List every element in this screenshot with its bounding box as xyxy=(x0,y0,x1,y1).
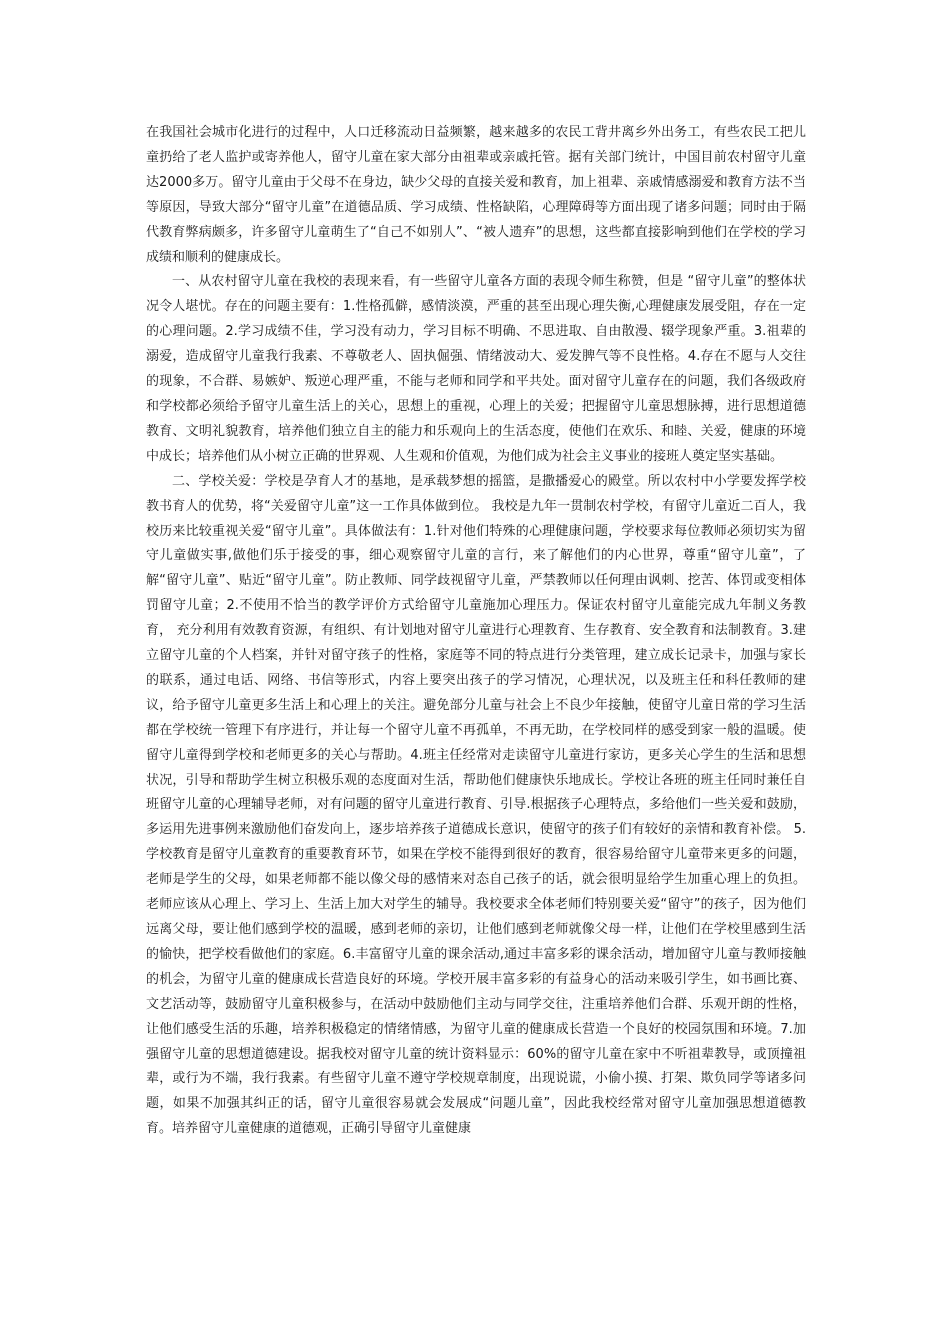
paragraph-intro: 在我国社会城市化进行的过程中，人口迁移流动日益频繁，越来越多的农民工背井离乡外出务工，有些农民工把儿童扔给了老人监护或寄养他人，留守儿童在家大部分由祖辈或亲戚托管。据有关部门统计，中国目前农村留守儿童达2000多万。留守儿童由于父母不在身边，缺少父母的直接关爱和教育，加上祖辈、亲戚情感溺爱和教育方法不当等原因，导致大部分“留守儿童”在道德品质、学习成绩、性格缺陷，心理障碍等方面出现了诸多问题；同时由于隔代教育弊病颇多，许多留守儿童萌生了“自己不如别人”、“被人遗弃”的思想，这些都直接影响到他们在学校的学习成绩和顺利的健康成长。 xyxy=(146,125,806,265)
paragraph-section-two: 二、学校关爱：学校是孕育人才的基地，是承载梦想的摇篮，是撒播爱心的殿堂。所以农村中小学要发挥学校教书育人的优势，将“关爱留守儿童”这一工作具体做到位。 我校是九年一贯制农村学校，有留守儿童近二百人，我校历来比较重视关爱“留守儿童”。具体做法有：1.针对他们特殊的心理健康问题，学校要求每位教师必须切实为留守儿童做实事,做他们乐于接受的事，细心观察留守儿童的言行，来了解他们的内心世界，尊重“留守儿童”，了解“留守儿童”、贴近“留守儿童”。防止教师、同学歧视留守儿童，严禁教师以任何理由讽刺、挖苦、体罚或变相体罚留守儿童；2.不使用不恰当的教学评价方式给留守儿童施加心理压力。保证农村留守儿童能完成九年制义务教育， 充分利用有效教育资源，有组织、有计划地对留守儿童进行心理教育、生存教育、安全教育和法制教育。3.建立留守儿童的个人档案，并针对留守孩子的性格，家庭等不同的特点进行分类管理，建立成长记录卡，加强与家长的联系，通过电话、网络、书信等形式，内容上要突出孩子的学习情况，心理状况，以及班主任和科任教师的建议，给予留守儿童更多生活上和心理上的关注。避免部分儿童与社会上不良少年接触，使留守儿童日常的学习生活都在学校统一管理下有序进行，并让每一个留守儿童不再孤单，不再无助，在学校同样的感受到家一般的温暖。使留守儿童得到学校和老师更多的关心与帮助。4.班主任经常对走读留守儿童进行家访，更多关心学生的生活和思想状况，引导和帮助学生树立积极乐观的态度面对生活，帮助他们健康快乐地成长。学校让各班的班主任同时兼任自班留守儿童的心理辅导老师，对有问题的留守儿童进行教育、引导.根据孩子心理特点，多给他们一些关爱和鼓励，多运用先进事例来激励他们奋发向上，逐步培养孩子道德成长意识，使留守的孩子们有较好的亲情和教育补偿。 5.学校教育是留守儿童教育的重要教育环节，如果在学校不能得到很好的教育，很容易给留守儿童带来更多的问题，老师是学生的父母，如果老师都不能以像父母的感情来对态自己孩子的话，就会很明显给学生加重心理上的负担。老师应该从心理上、学习上、生活上加大对学生的辅导。我校要求全体老师们特别要关爱“留守”的孩子，因为他们远离父母，要让他们感到学校的温暖，感到老师的亲切，让他们感到老师就像父母一样，让他们在学校里感到生活的愉快，把学校看做他们的家庭。6.丰富留守儿童的课余活动,通过丰富多彩的课余活动，增加留守儿童与教师接触的机会，为留守儿童的健康成长营造良好的环境。学校开展丰富多彩的有益身心的活动来吸引学生，如书画比赛、文艺活动等，鼓励留守儿童积极参与，在活动中鼓励他们主动与同学交往，注重培养他们合群、乐观开朗的性格，让他们感受生活的乐趣，培养积极稳定的情绪情感，为留守儿童的健康成长营造一个良好的校园氛围和环境。7.加强留守儿童的思想道德建设。据我校对留守儿童的统计资料显示：60%的留守儿童在家中不听祖辈教导，或顶撞祖辈，或行为不端，我行我素。有些留守儿童不遵守学校规章制度，出现说谎，小偷小摸、打架、欺负同学等诸多问题，如果不加强其纠正的话，留守儿童很容易就会发展成“问题儿童”，因此我校经常对留守儿童加强思想道德教育。培养留守儿童健康的道德观，正确引导留守儿童健康 xyxy=(146,473,806,1137)
document-body xyxy=(146,121,806,1142)
paragraph-section-one: 一、从农村留守儿童在我校的表现来看，有一些留守儿童各方面的表现令师生称赞，但是 “留守儿童”的整体状况令人堪忧。存在的问题主要有：1.性格孤僻，感情淡漠，严重的甚至出现心理失衡,心理健康发展受阻，存在一定的心理问题。2.学习成绩不佳，学习没有动力，学习目标不明确、不思进取、自由散漫、辍学现象严重。3.祖辈的溺爱，造成留守儿童我行我素、不尊敬老人、固执倔强、情绪波动大、爱发脾气等不良性格。4.存在不愿与人交往的现象，不合群、易嫉妒、叛逆心理严重，不能与老师和同学和平共处。面对留守儿童存在的问题，我们各级政府和学校都必须给予留守儿童生活上的关心，思想上的重视，心理上的关爱；把握留守儿童思想脉搏，进行思想道德教育、文明礼貌教育，培养他们独立自主的能力和乐观向上的生活态度，使他们在欢乐、和睦、关爱，健康的环境中成长；培养他们从小树立正确的世界观、人生观和价值观，为他们成为社会主义事业的接班人奠定坚实基础。 xyxy=(146,274,806,464)
